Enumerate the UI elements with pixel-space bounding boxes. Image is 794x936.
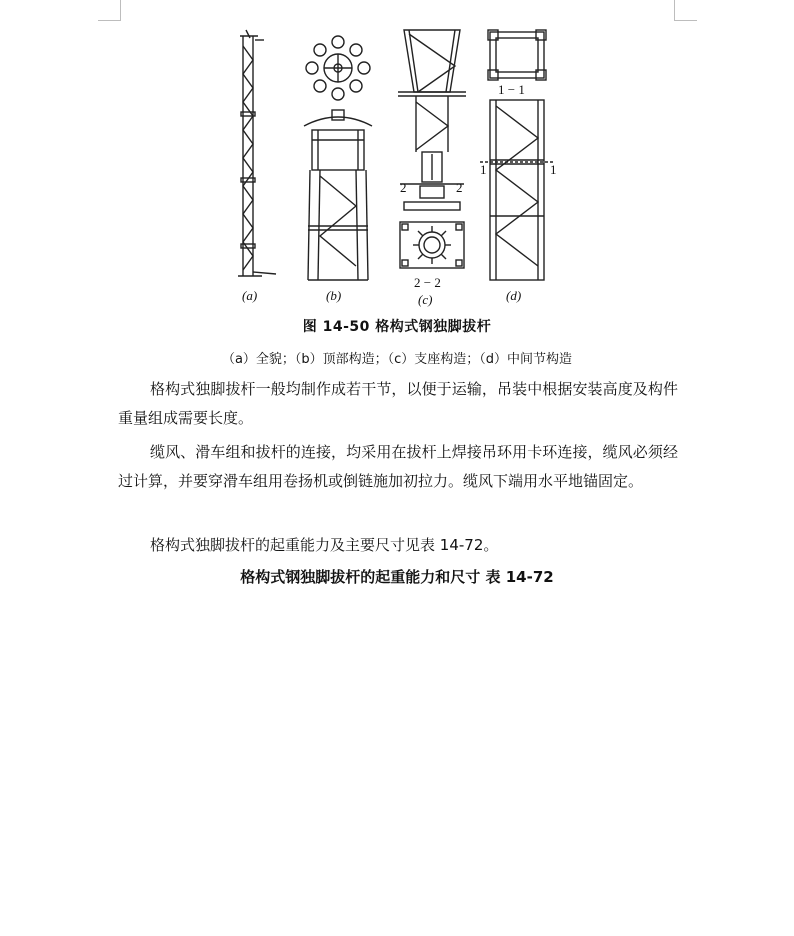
panel-a-label: (a) [242, 288, 258, 303]
panel-d-joint-elevation [480, 100, 554, 280]
panel-c-section-label: 2 − 2 [414, 275, 441, 290]
panel-b-head-elevation [304, 110, 372, 280]
panel-d-label: (d) [506, 288, 522, 303]
figure-14-50 [228, 26, 566, 308]
paragraph-1: 格构式独脚拔杆一般均制作成若干节，以便于运输，吊装中根据安装高度及构件重量组成需要长度。 [118, 380, 678, 427]
table-title: 格构式钢独脚拔杆的起重能力和尺寸 表 14-72 [240, 568, 554, 586]
panel-d-section-1-1 [488, 30, 546, 80]
panel-c-label: (c) [418, 292, 433, 307]
paragraph-3: 格构式独脚拔杆的起重能力及主要尺寸见表 14-72。 [150, 536, 499, 554]
panel-c-cut-label-right: 2 [456, 180, 463, 195]
panel-b-top-plan [306, 36, 370, 100]
panel-c-cut-label-left: 2 [400, 180, 407, 195]
page-corner-mark-top-right [674, 0, 697, 21]
paragraph-2: 缆风、滑车组和拔杆的连接，均采用在拔杆上焊接吊环用卡环连接，缆风必须经过计算，并要穿滑车组用卷扬机或倒链施加初拉力。缆风下端用水平地锚固定。 [118, 443, 678, 490]
panel-d-cut-label-left: 1 [480, 162, 487, 177]
figure-drawing [228, 26, 566, 308]
panel-b-label: (b) [326, 288, 342, 303]
page-corner-mark-top-left [98, 0, 121, 21]
figure-caption: 图 14-50 格构式钢独脚拔杆 [302, 319, 492, 335]
figure-subcaption: （a）全貌；（b）顶部构造；（c）支座构造；（d）中间节构造 [221, 352, 573, 367]
panel-a-mast [238, 30, 276, 276]
panel-c-section-2-2 [400, 222, 464, 268]
panel-d-section-label: 1 − 1 [498, 82, 525, 97]
panel-d-cut-label-right: 1 [550, 162, 557, 177]
